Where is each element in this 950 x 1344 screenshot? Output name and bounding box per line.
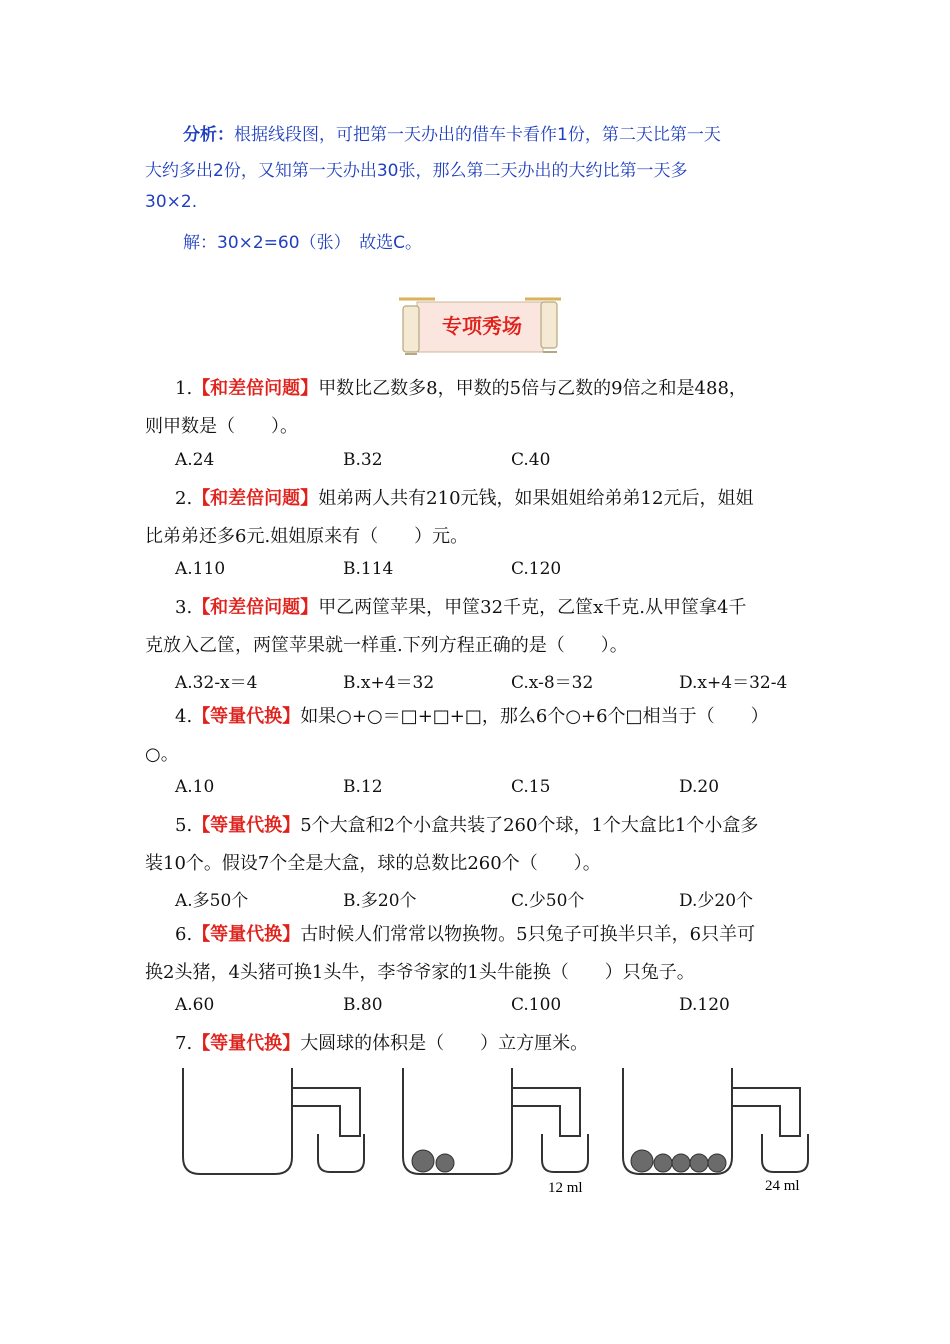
section-banner <box>395 296 565 358</box>
question-6-option-b: B.80 <box>343 995 383 1015</box>
question-1-text-2: 则甲数是（ ）。 <box>145 416 298 437</box>
question-4-tag: 【等量代换】 <box>192 706 301 727</box>
question-3-text: 甲乙两筐苹果，甲筐32千克，乙筐x千克.从甲筐拿4千 <box>318 597 747 618</box>
beaker-2 <box>542 1134 588 1172</box>
question-6-tag: 【等量代换】 <box>192 924 301 945</box>
question-6-option-d: D.120 <box>679 995 730 1015</box>
question-2 <box>175 484 753 510</box>
big-ball <box>412 1150 434 1172</box>
question-1-number: 1. <box>175 378 193 399</box>
analysis-line-1 <box>183 120 721 145</box>
analysis-label: 分析： <box>183 125 234 145</box>
small-ball <box>654 1154 672 1172</box>
question-2-option-a: A.110 <box>175 559 226 579</box>
question-4-option-d: D.20 <box>679 777 720 797</box>
small-ball <box>690 1154 708 1172</box>
question-6-number: 6. <box>175 924 193 945</box>
small-ball <box>672 1154 690 1172</box>
question-4 <box>175 702 769 728</box>
question-4-number: 4. <box>175 706 193 727</box>
banner-title: 专项秀场 <box>442 314 522 338</box>
beaker-3-label: 24 ml <box>765 1178 800 1194</box>
question-4-text-2: ○。 <box>145 744 179 765</box>
question-3-text-2: 克放入乙筐，两筐苹果就一样重.下列方程正确的是（ ）。 <box>145 635 628 656</box>
question-2-option-b: B.114 <box>343 559 394 579</box>
question-6-option-c: C.100 <box>511 995 562 1015</box>
question-2-text: 姐弟两人共有210元钱，如果姐姐给弟弟12元后，姐姐 <box>318 488 754 509</box>
small-ball <box>436 1154 454 1172</box>
question-4-option-b: B.12 <box>343 777 383 797</box>
question-1-option-c: C.40 <box>511 450 551 470</box>
question-3-option-a: A.32-x＝4 <box>175 673 258 693</box>
analysis-solution: 解：30×2=60（张） 故选C。 <box>183 233 422 253</box>
spout-1 <box>292 1088 360 1136</box>
question-1 <box>175 374 747 400</box>
overflow-cups-diagram <box>175 1062 815 1202</box>
question-5-tag: 【等量代换】 <box>192 815 301 836</box>
question-1-text: 甲数比乙数多8，甲数的5倍与乙数的9倍之和是488， <box>318 378 747 399</box>
question-1-option-b: B.32 <box>343 450 383 470</box>
spout-2 <box>512 1088 580 1136</box>
question-3-number: 3. <box>175 597 193 618</box>
question-2-tag: 【和差倍问题】 <box>192 488 319 509</box>
beaker-1 <box>318 1134 364 1172</box>
question-5-option-b: B.多20个 <box>343 891 417 911</box>
beaker-2-label: 12 ml <box>548 1180 583 1196</box>
spout-3 <box>732 1088 800 1136</box>
question-3 <box>175 593 746 619</box>
question-7 <box>175 1029 588 1055</box>
analysis-text-1: 根据线段图，可把第一天办出的借车卡看作1份，第二天比第一天 <box>234 125 721 145</box>
question-4-option-a: A.10 <box>175 777 215 797</box>
big-ball <box>631 1150 653 1172</box>
question-3-option-c: C.x-8＝32 <box>511 673 594 693</box>
question-6 <box>175 920 755 946</box>
question-5-number: 5. <box>175 815 193 836</box>
question-5 <box>175 811 758 837</box>
question-5-text-2: 装10个。假设7个全是大盒，球的总数比260个（ ）。 <box>145 853 601 874</box>
question-4-option-c: C.15 <box>511 777 551 797</box>
question-1-tag: 【和差倍问题】 <box>192 378 319 399</box>
question-7-tag: 【等量代换】 <box>192 1033 301 1054</box>
question-5-option-d: D.少20个 <box>679 891 754 911</box>
question-5-option-c: C.少50个 <box>511 891 585 911</box>
question-6-text: 古时候人们常常以物换物。5只兔子可换半只羊，6只羊可 <box>300 924 756 945</box>
question-2-text-2: 比弟弟还多6元.姐姐原来有（ ）元。 <box>145 526 469 547</box>
question-7-text: 大圆球的体积是（ ）立方厘米。 <box>300 1033 589 1054</box>
question-1-option-a: A.24 <box>175 450 215 470</box>
question-7-number: 7. <box>175 1033 193 1054</box>
question-3-tag: 【和差倍问题】 <box>192 597 319 618</box>
question-6-option-a: A.60 <box>175 995 215 1015</box>
question-5-option-a: A.多50个 <box>175 891 249 911</box>
question-5-text: 5个大盒和2个小盒共装了260个球，1个大盒比1个小盒多 <box>300 815 759 836</box>
question-3-option-b: B.x+4＝32 <box>343 673 435 693</box>
beaker-3 <box>762 1134 808 1172</box>
question-2-option-c: C.120 <box>511 559 562 579</box>
question-3-option-d: D.x+4＝32-4 <box>679 673 788 693</box>
small-ball <box>708 1154 726 1172</box>
container-1 <box>183 1068 292 1174</box>
analysis-line-2: 大约多出2份，又知第一天办出30张，那么第二天办出的大约比第一天多 <box>145 161 688 181</box>
question-6-text-2: 换2头猪，4头猪可换1头牛，李爷爷家的1头牛能换（ ）只兔子。 <box>145 962 695 983</box>
question-4-text: 如果○+○＝□+□+□，那么6个○+6个□相当于（ ） <box>300 706 769 727</box>
analysis-line-3: 30×2. <box>145 192 198 212</box>
question-2-number: 2. <box>175 488 193 509</box>
